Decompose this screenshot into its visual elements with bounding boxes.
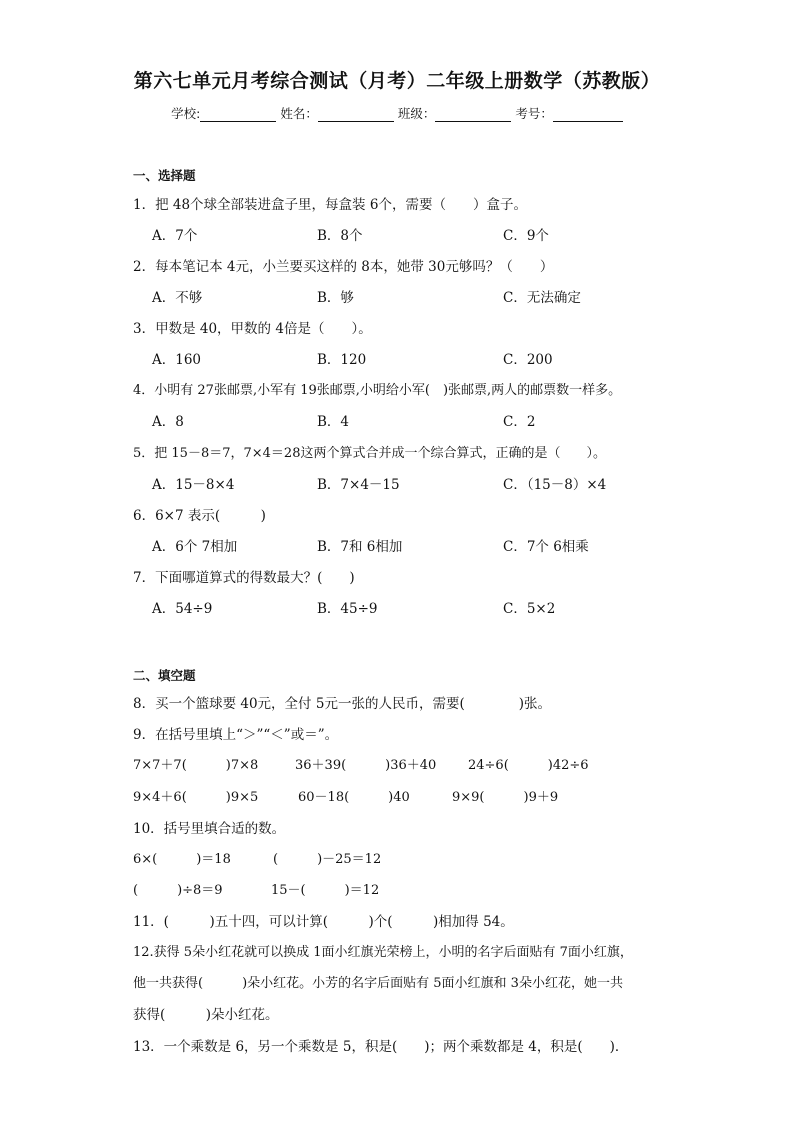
question-12-line-2: 他一共获得( )朵小红花。小芳的名字后面贴有 5面小红旗和 3朵小红花，她一共 [133,976,623,991]
q9-item[interactable]: 36＋39( )36＋40 [295,758,437,773]
q9-item[interactable]: 9×4＋6( )9×5 [133,790,259,805]
number-label: 考号： [515,106,553,121]
q3-option-a[interactable]: A．160 [152,352,202,368]
q9-item[interactable]: 7×7＋7( )7×8 [133,758,259,773]
question-12-line-1: 12.获得 5朵小红花就可以换成 1面小红旗光荣榜上，小明的名字后面贴有 7面小红旗， [133,945,633,960]
q2-option-a[interactable]: A．不够 [152,290,203,306]
name-blank[interactable] [318,107,394,122]
question-9: 9．在括号里填上“＞”“＜”或＝”。 [133,727,339,743]
question-3: 3．甲数是 40，甲数的 4倍是（ ）。 [133,321,372,337]
question-10: 10．括号里填合适的数。 [133,821,286,837]
q5-option-a[interactable]: A．15－8×4 [152,477,235,493]
school-label: 学校: [171,106,201,121]
q6-option-a[interactable]: A．6个 7相加 [152,539,238,555]
question-8: 8．买一个篮球要 40元，全付 5元一张的人民币，需要( )张。 [133,696,551,712]
question-5: 5．把 15－8＝7，7×4＝28这两个算式合并成一个综合算式，正确的是（ ）。 [133,446,606,461]
question-7: 7．下面哪道算式的得数最大？( ) [133,570,355,586]
question-6: 6．6×7 表示( ) [133,508,266,524]
class-blank[interactable] [435,107,511,122]
q9-item[interactable]: 60－18( )40 [298,790,410,805]
page-title: 第六七单元月考综合测试（月考）二年级上册数学（苏教版） [133,70,661,92]
q5-option-c[interactable]: C．（15－8）×4 [503,477,607,493]
school-blank[interactable] [200,107,276,122]
q10-item[interactable]: ( )÷8＝9 [133,883,223,898]
section-title-fill: 二、填空题 [133,668,196,683]
q10-item[interactable]: 6×( )＝18 [133,852,231,867]
q9-item[interactable]: 9×9( )9＋9 [452,790,559,805]
q7-option-c[interactable]: C．5×2 [503,601,556,617]
q1-option-b[interactable]: B．8个 [317,228,363,244]
q3-option-c[interactable]: C．200 [503,352,553,368]
student-info-line [0,104,794,122]
q1-option-c[interactable]: C．9个 [503,228,549,244]
question-2: 2．每本笔记本 4元，小兰要买这样的 8本，她带 30元够吗？（ ） [133,259,554,275]
q4-option-b[interactable]: B．4 [317,414,350,430]
q9-item[interactable]: 24÷6( )42÷6 [468,758,589,773]
q4-option-c[interactable]: C．2 [503,414,536,430]
q2-option-b[interactable]: B．够 [317,290,354,306]
q1-option-a[interactable]: A．7个 [152,228,198,244]
q10-item[interactable]: 15－( )＝12 [271,883,380,898]
q4-option-a[interactable]: A．8 [152,414,184,430]
question-1: 1．把 48个球全部装进盒子里，每盒装 6个，需要（ ）盒子。 [133,197,527,213]
section-title-choice: 一、选择题 [133,168,196,183]
q7-option-b[interactable]: B．45÷9 [317,601,378,617]
question-13: 13．一个乘数是 6，另一个乘数是 5，积是( )；两个乘数都是 4，积是( )． [133,1039,629,1055]
q6-option-c[interactable]: C．7个 6相乘 [503,539,589,555]
q3-option-b[interactable]: B．120 [317,352,367,368]
question-11: 11．( )五十四，可以计算( )个( )相加得 54。 [133,914,514,930]
q2-option-c[interactable]: C．无法确定 [503,290,581,306]
q5-option-b[interactable]: B．7×4－15 [317,477,400,493]
class-label: 班级： [397,106,436,121]
number-blank[interactable] [553,107,623,122]
q10-item[interactable]: ( )－25＝12 [273,852,382,867]
question-12-line-3: 获得( )朵小红花。 [133,1007,279,1023]
q7-option-a[interactable]: A．54÷9 [152,601,213,617]
question-4: 4．小明有 27张邮票,小军有 19张邮票,小明给小军( )张邮票,两人的邮票数一样多。 [133,383,622,398]
q6-option-b[interactable]: B．7和 6相加 [317,539,403,555]
name-label: 姓名： [280,106,318,121]
